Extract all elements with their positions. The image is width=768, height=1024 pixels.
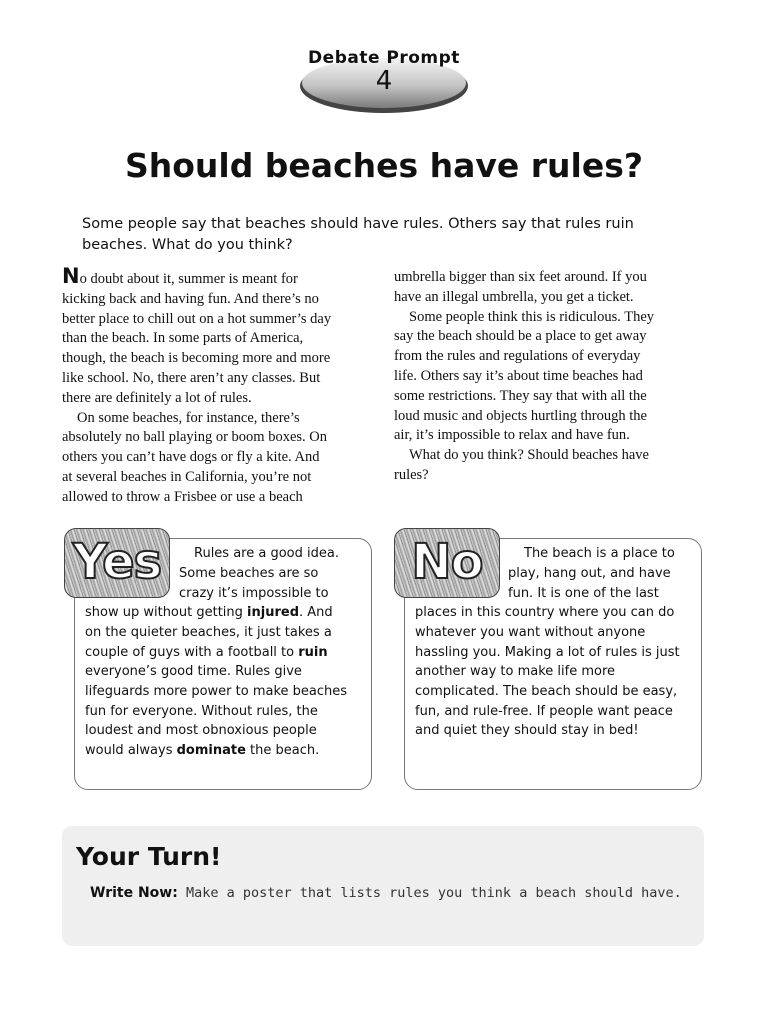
- badge-label: Debate Prompt: [308, 48, 460, 68]
- page-title: Should beaches have rules?: [124, 146, 644, 185]
- article-line: from the rules and regulations of everyday: [394, 348, 641, 365]
- yes-line: lifeguards more power to make beaches: [85, 684, 348, 699]
- yes-tile: [64, 528, 170, 598]
- intro-paragraph: [82, 214, 662, 256]
- no-tile-label: No: [411, 534, 483, 590]
- article-line: allowed to throw a Frisbee or use a beach: [62, 488, 303, 505]
- yes-line: crazy it’s impossible to: [179, 586, 329, 601]
- article-line: What do you think? Should beaches have: [409, 447, 649, 464]
- article-line: others you can’t have dogs or fly a kite. And: [62, 449, 320, 466]
- article-line: life. Others say it’s about time beaches had: [394, 367, 643, 384]
- yes-line: would always dominate the beach.: [85, 743, 320, 758]
- drop-cap: N: [62, 264, 80, 288]
- article-line: have an illegal umbrella, you get a ticket.: [394, 288, 634, 305]
- article-line: No doubt about it, summer is meant for: [62, 264, 298, 288]
- your-turn-panel: [62, 826, 704, 946]
- article-column-left: [62, 264, 372, 508]
- no-line: and quiet they should stay in bed!: [415, 723, 639, 738]
- article-line: like school. No, there aren’t any classes. But: [62, 369, 321, 386]
- no-line: places in this country where you can do: [415, 605, 675, 620]
- article-line: better place to chill out on a hot summer’s day: [62, 310, 332, 327]
- your-turn-title: Your Turn!: [76, 842, 222, 871]
- no-line: The beach is a place to: [524, 546, 675, 561]
- no-line: complicated. The beach should be easy,: [415, 684, 678, 699]
- write-now-text: Make a poster that lists rules you think a beach should have.: [177, 885, 682, 901]
- yes-line: on the quieter beaches, it just takes a: [85, 625, 332, 640]
- article-line: loud music and objects hurtling through the: [394, 407, 647, 424]
- no-tile: [394, 528, 500, 598]
- emphasis-ruin: ruin: [298, 645, 328, 660]
- no-line: play, hang out, and have: [508, 566, 671, 581]
- article-line: Some people think this is ridiculous. They: [409, 308, 655, 325]
- yes-line: loudest and most obnoxious people: [85, 723, 317, 738]
- no-line: another way to make life more: [415, 664, 616, 679]
- emphasis-injured: injured: [247, 605, 300, 620]
- no-line: fun, and rule-free. If people want peace: [415, 704, 673, 719]
- yes-line: show up without getting injured. And: [85, 605, 333, 620]
- article-line: than the beach. In some parts of America,: [62, 330, 304, 347]
- intro-line: beaches. What do you think?: [82, 237, 293, 253]
- yes-line: couple of guys with a football to ruin: [85, 645, 328, 660]
- article-line: there are definitely a lot of rules.: [62, 389, 252, 406]
- article-line: kicking back and having fun. And there’s no: [62, 290, 319, 307]
- article-column-right: [394, 268, 704, 486]
- write-now-label: Write Now:: [90, 885, 178, 901]
- write-now-prompt: [90, 884, 682, 901]
- yes-tile-label: Yes: [72, 534, 162, 590]
- article-line: say the beach should be a place to get away: [394, 328, 647, 345]
- article-line: absolutely no ball playing or boom boxes. On: [62, 429, 327, 446]
- article-line: at several beaches in California, you’re not: [62, 468, 312, 485]
- article-line: air, it’s impossible to relax and have fun.: [394, 427, 630, 444]
- emphasis-dominate: dominate: [176, 743, 246, 758]
- yes-line: Some beaches are so: [179, 566, 319, 581]
- no-line: fun. It is one of the last: [508, 586, 659, 601]
- article-line: umbrella bigger than six feet around. If you: [394, 269, 647, 285]
- yes-line: Rules are a good idea.: [194, 546, 339, 561]
- yes-line: everyone’s good time. Rules give: [85, 664, 302, 679]
- article-line: rules?: [394, 466, 429, 483]
- intro-line: Some people say that beaches should have rules. Others say that rules ruin: [82, 216, 634, 232]
- yes-line: fun for everyone. Without rules, the: [85, 704, 318, 719]
- badge-number: 4: [375, 66, 393, 96]
- article-line: some restrictions. They say that with all the: [394, 387, 647, 404]
- no-line: hassling you. Making a lot of rules is just: [415, 645, 680, 660]
- debate-prompt-badge: [298, 44, 470, 122]
- article-line: though, the beach is becoming more and more: [62, 350, 331, 367]
- article-line: On some beaches, for instance, there’s: [77, 409, 300, 426]
- no-line: whatever you want without anyone: [415, 625, 646, 640]
